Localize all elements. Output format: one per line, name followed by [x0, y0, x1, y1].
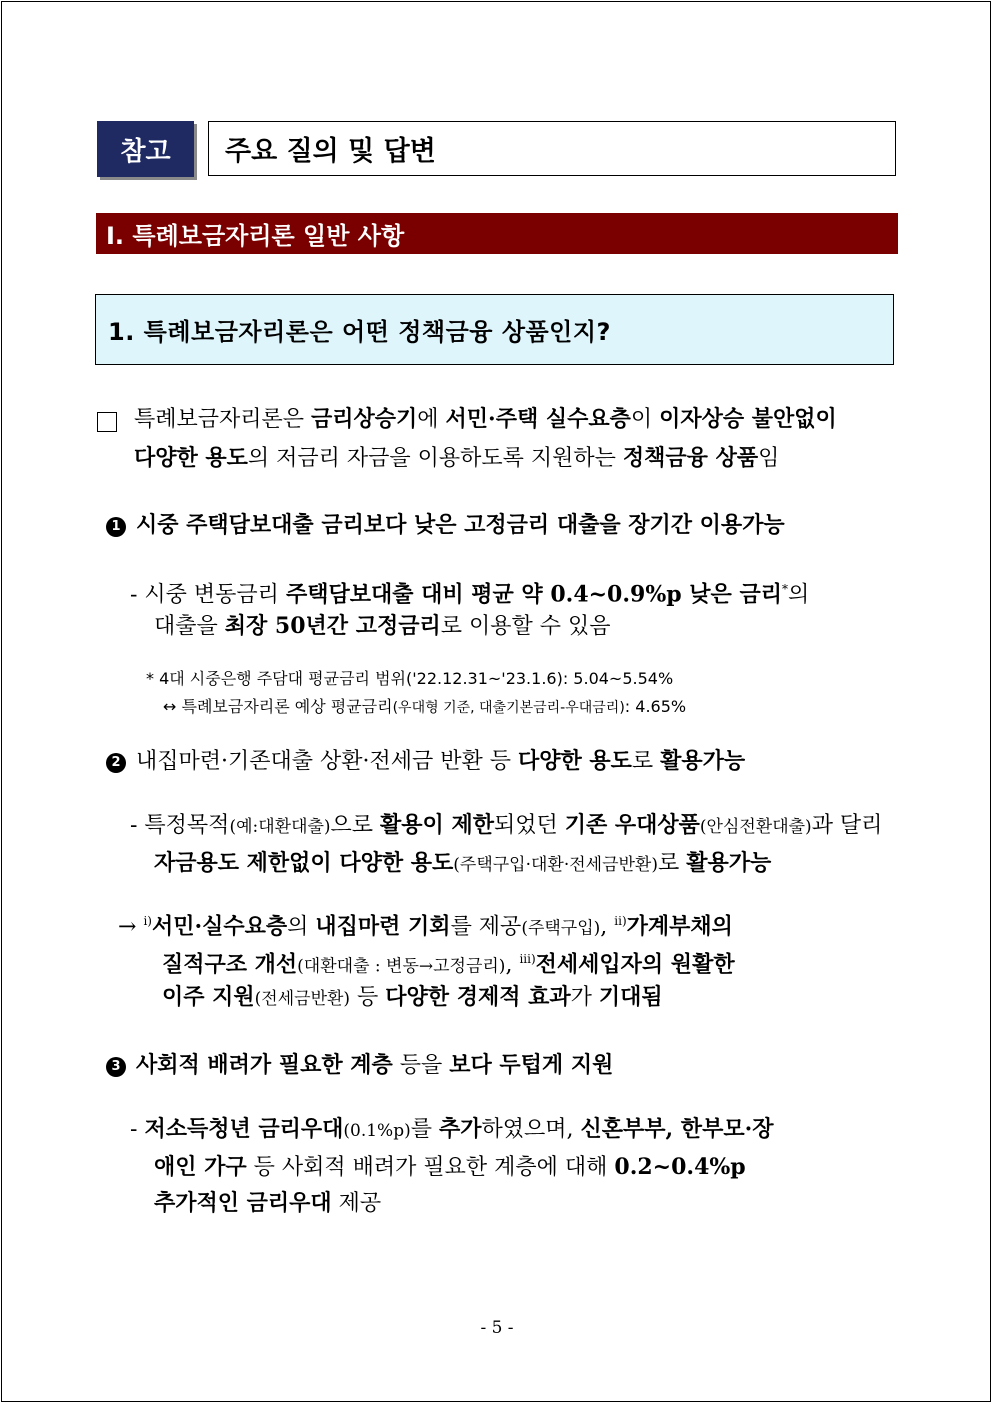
- point-3-detail-line-1: [130, 1114, 773, 1146]
- text: 를 제공: [450, 914, 522, 940]
- text: (주택구입·대환·전세금반환): [453, 855, 658, 875]
- circled-number-icon: 1: [106, 517, 126, 537]
- text: 주택담보대출 대비 평균 약 0.4~0.9%p 낮은 금리: [285, 581, 782, 608]
- text: 에: [417, 407, 446, 432]
- text: : 4.65%: [624, 697, 687, 716]
- section-title-bar: Ⅰ. 특례보금자리론 일반 사항: [96, 213, 898, 254]
- text: 추가적인 금리우대: [154, 1190, 332, 1216]
- text: 하였으며,: [481, 1117, 581, 1142]
- text: 다양한 용도: [518, 748, 632, 774]
- point-2-title: [106, 746, 745, 777]
- text: 로 이용할 수 있음: [440, 614, 611, 639]
- text: 서민·실수요층: [151, 913, 288, 940]
- text: 기대됨: [598, 984, 663, 1010]
- text: (예:대환대출): [229, 817, 331, 837]
- point-1-note-1: * 4대 시중은행 주담대 평균금리 범위('22.12.31~'23.1.6): 5.04~5.54%: [146, 669, 674, 688]
- text: 의: [787, 582, 810, 608]
- text: ↔ 특례보금자리론 예상 평균금리: [163, 697, 393, 716]
- point-2-effect-line-1: [118, 906, 733, 943]
- point-3-detail-line-3: [154, 1188, 381, 1219]
- text: 로: [657, 851, 687, 876]
- text: 추가: [438, 1116, 482, 1142]
- reference-badge: 참고: [97, 121, 194, 177]
- text: 대출을: [154, 614, 225, 639]
- text: 이: [630, 407, 660, 432]
- text: 활용이 제한: [380, 812, 494, 838]
- text: (우대형 기준, 대출기본금리-우대금리): [392, 700, 625, 716]
- text: (안심전환대출): [699, 817, 812, 837]
- text: 금리상승기: [311, 406, 418, 432]
- text: 의: [287, 914, 316, 940]
- text: 등 사회적 배려가 필요한 계층에 대해: [246, 1155, 615, 1180]
- text: 사회적 배려가 필요한 계층: [136, 1052, 393, 1078]
- reference-title: 주요 질의 및 답변: [208, 121, 896, 176]
- text: 애인 가구: [154, 1154, 247, 1180]
- text: ,: [600, 914, 615, 940]
- point-3-detail-line-2: [154, 1152, 746, 1183]
- footnote-mark: i): [143, 914, 152, 928]
- text: -: [130, 1117, 145, 1142]
- text: 다양한 경제적 효과: [385, 984, 571, 1010]
- text: 서민·주택 실수요층: [445, 406, 631, 432]
- text: - 시중 변동금리: [130, 582, 286, 608]
- text: 활용가능: [686, 850, 772, 876]
- text: 등을: [392, 1053, 450, 1078]
- text: 내집마련 기회: [315, 913, 451, 940]
- intro-line-2: [134, 443, 779, 474]
- text: 과 달리: [811, 813, 883, 838]
- text: 전세세입자의 원활한: [535, 951, 735, 978]
- text: 임: [758, 446, 780, 471]
- text: 내집마련·기존대출 상환·전세금 반환 등: [136, 749, 518, 774]
- text: 가: [570, 985, 599, 1010]
- text: 를: [410, 1117, 439, 1142]
- text: 특례보금자리론은: [134, 407, 312, 432]
- text: 가계부채의: [626, 913, 733, 940]
- text: 으로: [330, 813, 381, 838]
- text: (0.1%p): [343, 1121, 411, 1141]
- text: 정책금융 상품: [622, 445, 759, 471]
- text: 이주 지원: [162, 984, 255, 1010]
- footnote-mark: *: [781, 582, 788, 596]
- text: 최장 50년간 고정금리: [224, 613, 441, 639]
- point-1-note-2: [163, 694, 686, 717]
- footnote-mark: iii): [519, 952, 536, 966]
- point-1-title: [106, 510, 785, 540]
- text: 제공: [331, 1191, 382, 1216]
- point-1-detail-line-2: [154, 611, 610, 642]
- text: 다양한 용도: [134, 445, 248, 471]
- point-2-effect-line-3: [162, 982, 663, 1014]
- text: (주택구입): [521, 918, 601, 939]
- checkbox-bullet: [97, 412, 117, 432]
- text: 자금용도 제한없이 다양한 용도: [154, 850, 454, 876]
- circled-number-icon: 3: [106, 1057, 126, 1077]
- footnote-mark: ii): [614, 914, 627, 928]
- text: 0.2~0.4%p: [614, 1154, 746, 1180]
- text: (전세금반환): [254, 989, 351, 1009]
- page-number: - 5 -: [480, 1318, 514, 1338]
- text: 되었던: [493, 813, 565, 838]
- text: - 특정목적: [130, 813, 230, 838]
- intro-line-1: [134, 404, 837, 435]
- text: 의 저금리 자금을 이용하도록 지원하는: [247, 446, 623, 471]
- text: 저소득청년 금리우대: [144, 1116, 344, 1142]
- point-3-title: [106, 1050, 613, 1081]
- circled-number-icon: 2: [106, 753, 126, 773]
- text: (대환대출 : 변동→고정금리): [297, 956, 506, 977]
- text: 질적구조 개선: [162, 951, 298, 978]
- text: 이자상승 불안없이: [659, 406, 837, 432]
- text: 보다 두텁게 지원: [449, 1052, 614, 1078]
- arrow-icon: →: [118, 914, 137, 940]
- point-2-detail-line-2: [154, 848, 771, 880]
- text: 신혼부부, 한부모·장: [580, 1116, 774, 1142]
- point-1-detail-line-1: [130, 574, 809, 610]
- text: ,: [505, 952, 520, 978]
- text: 활용가능: [660, 748, 746, 774]
- point-2-effect-line-2: [162, 944, 735, 981]
- text: 시중 주택담보대출 금리보다 낮은 고정금리 대출을 장기간 이용가능: [136, 512, 785, 538]
- text: 기존 우대상품: [564, 812, 700, 838]
- question-box: 1. 특례보금자리론은 어떤 정책금융 상품인지?: [95, 294, 894, 365]
- text: 로: [631, 749, 661, 774]
- point-2-detail-line-1: [130, 810, 882, 842]
- text: 등: [350, 985, 386, 1010]
